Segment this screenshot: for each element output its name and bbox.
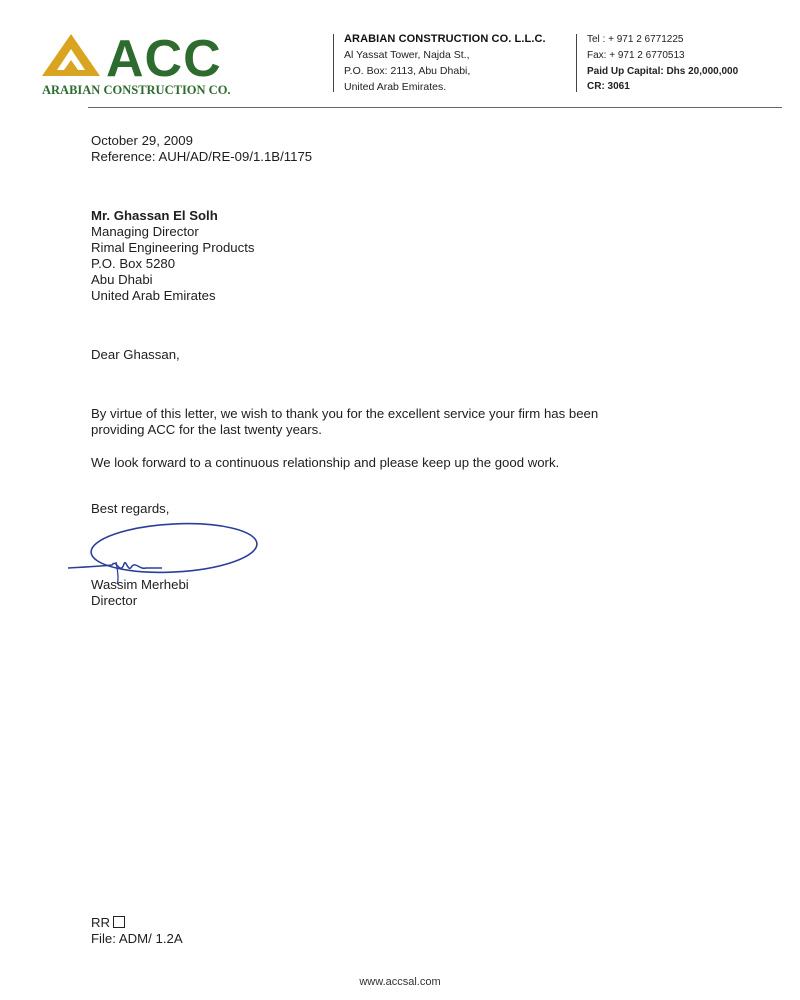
header-divider-2 (576, 34, 577, 92)
recipient-city: Abu Dhabi (91, 272, 153, 287)
letter-date: October 29, 2009 (91, 133, 193, 148)
cr-line: CR: 3061 (587, 81, 630, 92)
recipient-pobox: P.O. Box 5280 (91, 256, 176, 271)
header-divider (333, 34, 334, 92)
recipient-title: Managing Director (91, 224, 199, 239)
website-url[interactable]: www.accsal.com (359, 976, 441, 988)
closing: Best regards, (91, 501, 170, 516)
rr-label: RR (91, 915, 111, 930)
reference-line: Reference: AUH/AD/RE-09/1.1B/1175 (91, 149, 313, 164)
address-line-3: United Arab Emirates. (344, 81, 447, 93)
rr-line (91, 915, 125, 931)
recipient-company: Rimal Engineering Products (91, 240, 255, 255)
signer-name: Wassim Merhebi (91, 577, 189, 592)
address-line-1: Al Yassat Tower, Najda St., (344, 49, 470, 61)
company-logo (40, 30, 260, 100)
acc-logo-icon (40, 30, 260, 100)
recipient-name: Mr. Ghassan El Solh (91, 208, 218, 223)
address-line-2: P.O. Box: 2113, Abu Dhabi, (344, 65, 471, 77)
checkbox-icon (113, 916, 125, 928)
body-line-2: providing ACC for the last twenty years. (91, 422, 322, 437)
signer-title: Director (91, 593, 138, 608)
company-name: ARABIAN CONSTRUCTION CO. L.L.C. (344, 33, 546, 45)
body-line-1: By virtue of this letter, we wish to thank you for the excellent service your firm has been (91, 406, 599, 421)
tel-line: Tel : + 971 2 6771225 (587, 34, 684, 45)
file-reference: File: ADM/ 1.2A (91, 931, 183, 946)
fax-line: Fax: + 971 2 6770513 (587, 50, 685, 61)
logo-wordmark: ACC (106, 30, 222, 88)
recipient-country: United Arab Emirates (91, 288, 216, 303)
body-line-3: We look forward to a continuous relationship and please keep up the good work. (91, 455, 560, 470)
salutation: Dear Ghassan, (91, 347, 180, 362)
capital-line: Paid Up Capital: Dhs 20,000,000 (587, 66, 739, 77)
logo-subtitle: ARABIAN CONSTRUCTION CO. (42, 83, 231, 97)
header-rule (88, 107, 782, 108)
